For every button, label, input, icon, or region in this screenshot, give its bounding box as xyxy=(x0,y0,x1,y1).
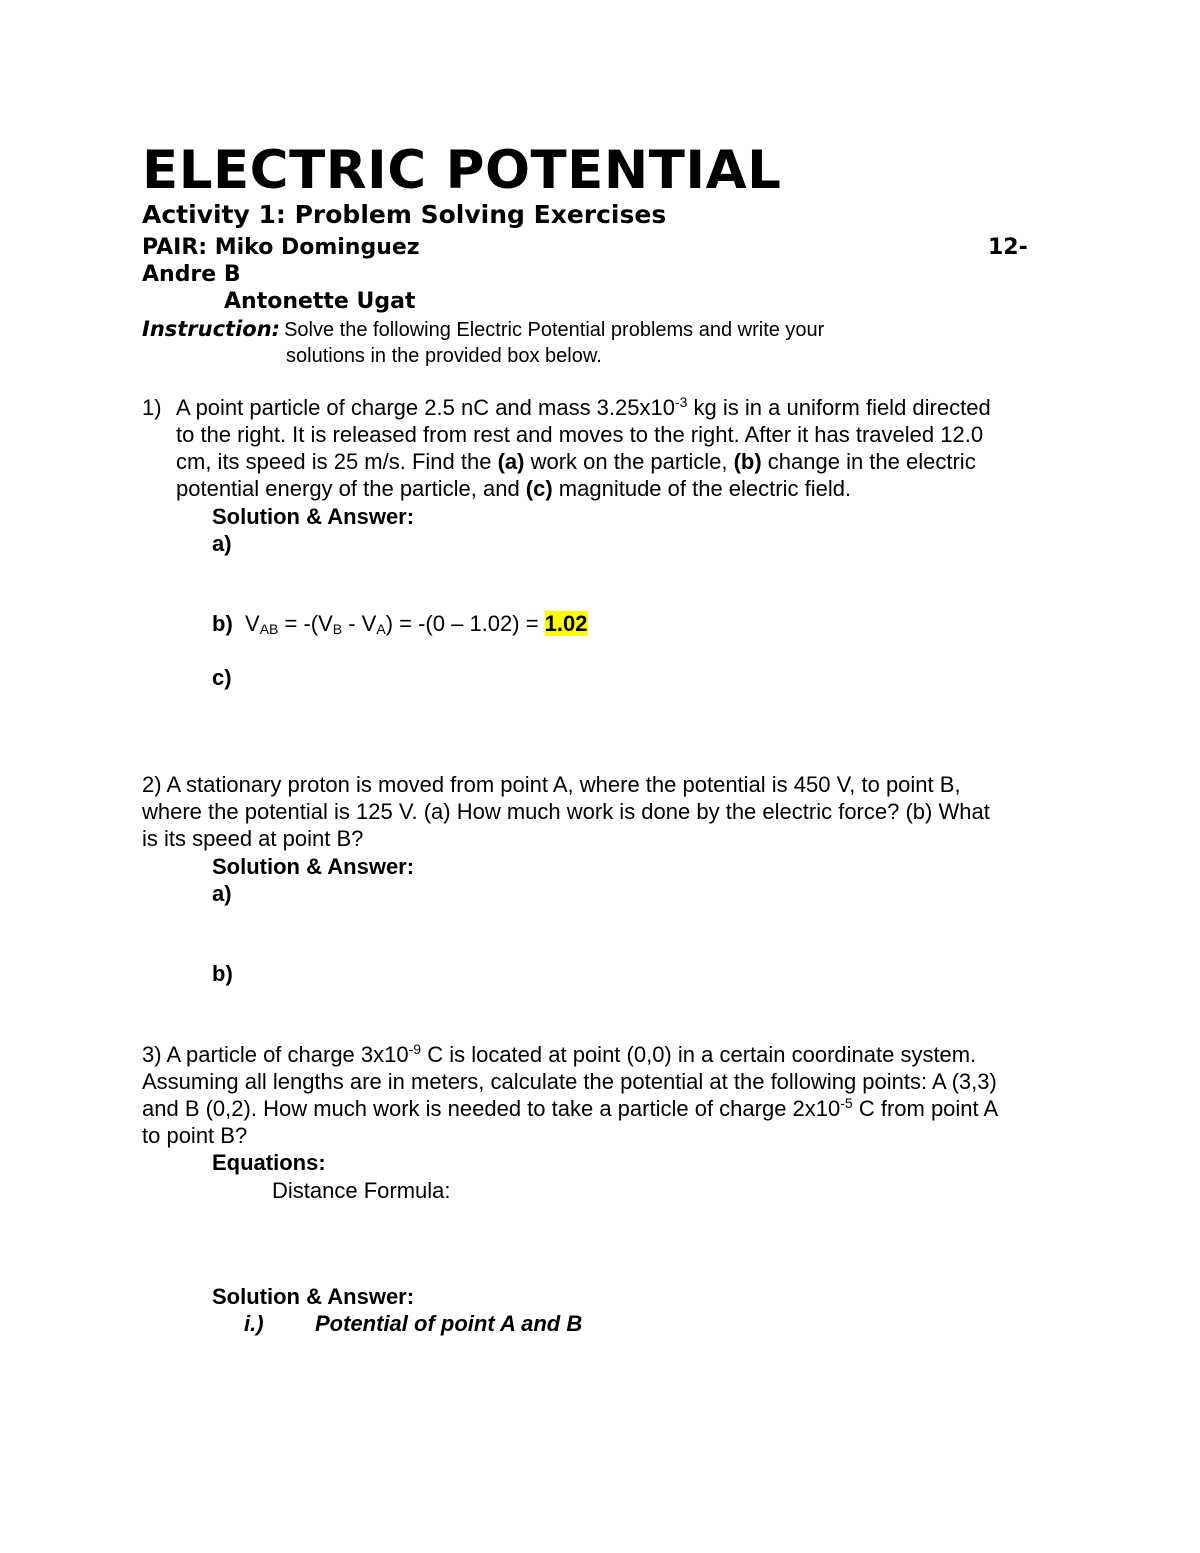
problem-1-line-1: A point particle of charge 2.5 nC and mass $3.25x10^{-3}$ kg is in a uniform field directed xyxy=(176,394,991,420)
problem-3-line-2: Assuming all lengths are in meters, calculate the potential at the following points: A (3,3) xyxy=(142,1069,997,1094)
instruction-label: Instruction: xyxy=(142,317,281,341)
highlighted-answer: 1.02 xyxy=(544,611,588,636)
problem-1-line-4: potential energy of the particle, and (c) magnitude of the electric field. xyxy=(176,476,852,501)
problem-2-line-2: where the potential is 125 V. (a) How much work is done by the electric force? (b) What xyxy=(142,799,990,824)
problem-3-solution-label: Solution & Answer: xyxy=(212,1284,415,1309)
problem-1-line-3: cm, its speed is 25 m/s. Find the (a) work on the particle, (b) change in the electric xyxy=(176,449,976,474)
problem-2-part-a: a) xyxy=(212,881,232,906)
problem-3-equations-label: Equations: xyxy=(212,1150,326,1175)
problem-3-line-4: to point B? xyxy=(142,1123,248,1148)
problem-1-part-a: a) xyxy=(212,531,232,556)
instruction xyxy=(142,317,824,342)
problem-2-solution-label: Solution & Answer: xyxy=(212,854,415,879)
page-title: ELECTRIC POTENTIAL xyxy=(142,140,782,201)
section-suffix: Andre B xyxy=(142,262,241,287)
problem-3-line-3: and B (0,2). How much work is needed to take a particle of charge $2x10^{-5}$ C from point A xyxy=(142,1095,999,1121)
problem-1-solution-label: Solution & Answer: xyxy=(212,504,415,529)
problem-2-line-3: is its speed at point B? xyxy=(142,826,364,851)
problem-1-line-2: to the right. It is released from rest and moves to the right. After it has traveled 12.0 xyxy=(176,422,984,447)
problem-3-item-number: i.) xyxy=(244,1311,264,1336)
problem-2-part-b: b) xyxy=(212,961,233,986)
equation: $V_{AB} = -(V_B - V_A) = -(0 - 1.02) = 1.02$ xyxy=(245,611,588,637)
partner-name: Antonette Ugat xyxy=(224,289,416,314)
problem-1-part-b: b) $V_{AB} = -(V_B - V_A) = -(0 - 1.02) = 1.02$ xyxy=(212,611,588,637)
pair-label: PAIR: Miko Dominguez xyxy=(142,235,420,260)
problem-1-part-c: c) xyxy=(212,665,232,690)
distance-formula-label: Distance Formula: xyxy=(272,1178,451,1203)
section-prefix: 12- xyxy=(988,235,1028,260)
problem-3-item-text: Potential of point A and B xyxy=(315,1311,583,1336)
problem-3-line-1: 3) A particle of charge $3x10^{-9}$ C is located at point (0,0) in a certain coordinate system. xyxy=(142,1041,977,1067)
instruction-text-2: solutions in the provided box below. xyxy=(286,345,602,367)
problem-1-number: 1) xyxy=(142,395,162,420)
instruction-text-1: Solve the following Electric Potential problems and write your xyxy=(284,319,825,341)
activity-subtitle: Activity 1: Problem Solving Exercises xyxy=(142,200,667,229)
problem-2-line-1: 2) A stationary proton is moved from point A, where the potential is 450 V, to point B, xyxy=(142,772,961,797)
